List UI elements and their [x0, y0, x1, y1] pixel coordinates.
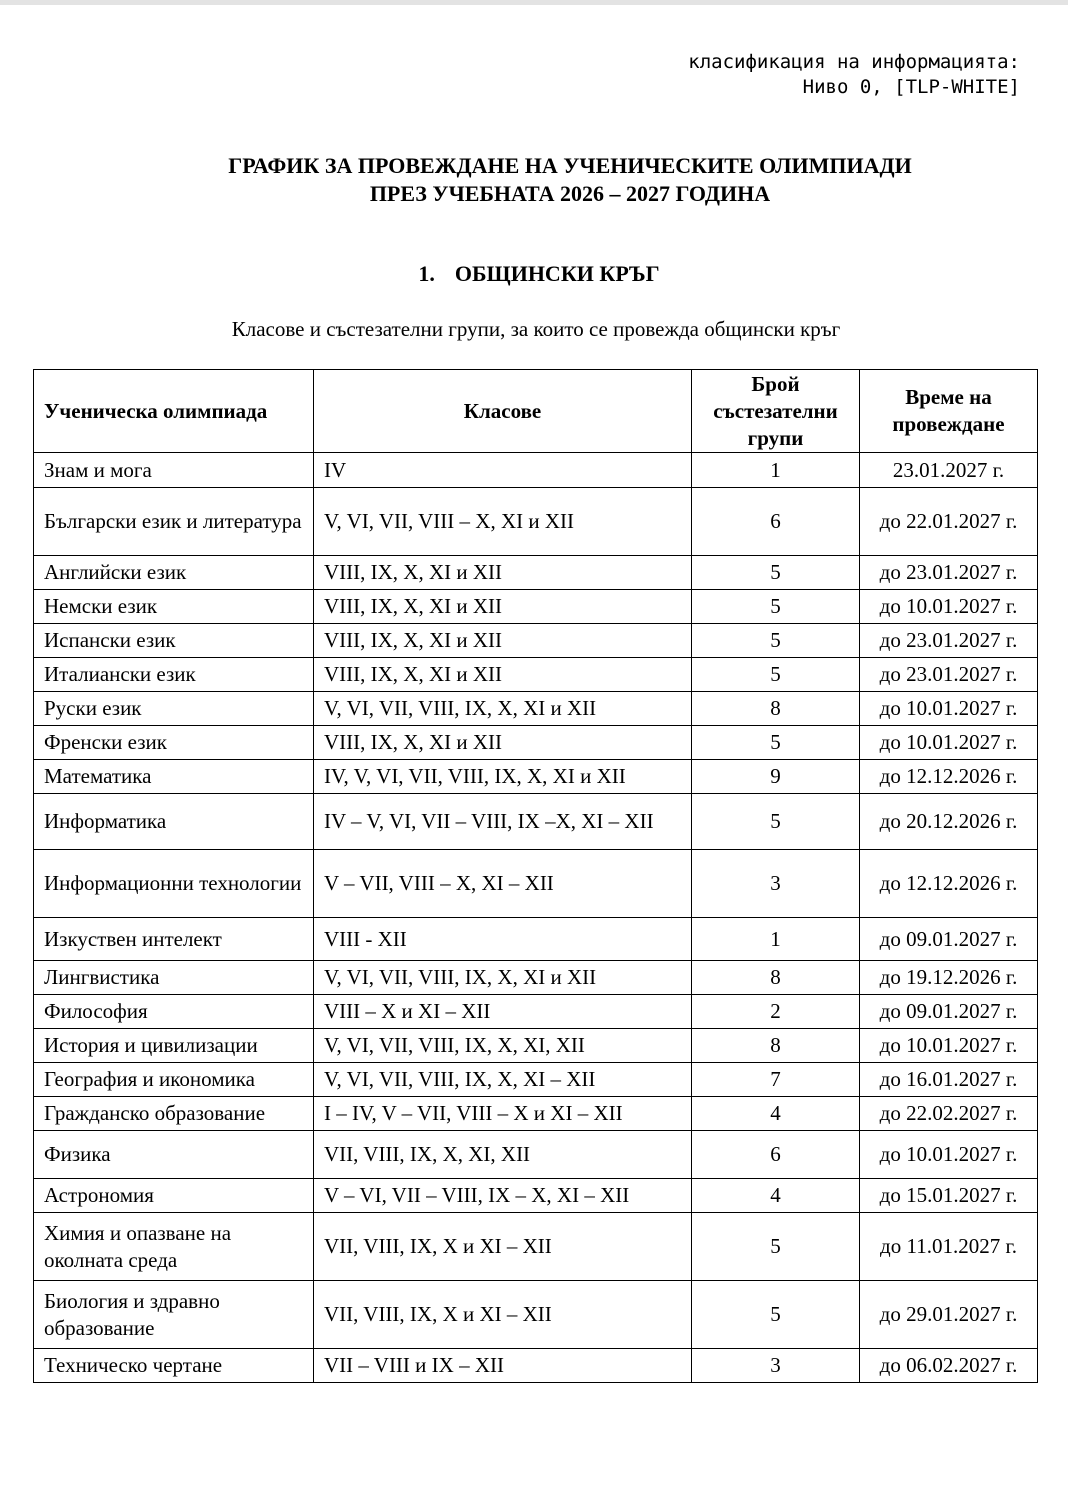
table-row	[34, 995, 1038, 1029]
olympiad-schedule-table	[33, 369, 1038, 1383]
table-row	[34, 1131, 1038, 1179]
cell-groups: 2	[692, 995, 860, 1029]
cell-olympiad: Руски език	[34, 692, 314, 726]
cell-date: до 09.01.2027 г.	[860, 918, 1038, 961]
section-subtitle: Класове и състезателни групи, за които се провежда общински кръг	[231, 317, 841, 341]
cell-groups: 5	[692, 1281, 860, 1349]
cell-olympiad: Знам и мога	[34, 453, 314, 488]
cell-grades: IV	[314, 453, 692, 488]
table-row	[34, 453, 1038, 488]
header-date: Време на провеждане	[860, 370, 1038, 453]
table-row	[34, 1349, 1038, 1383]
cell-date: до 29.01.2027 г.	[860, 1281, 1038, 1349]
cell-date: до 10.01.2027 г.	[860, 590, 1038, 624]
top-divider	[0, 0, 1068, 5]
title-line-2: ПРЕЗ УЧЕБНАТА 2026 – 2027 ГОДИНА	[369, 181, 771, 206]
cell-grades: V, VI, VII, VIII, IX, X, XI, XII	[314, 1029, 692, 1063]
section-number: 1.	[418, 261, 435, 286]
cell-grades: V – VII, VIII – X, XI – XII	[314, 850, 692, 918]
cell-groups: 6	[692, 1131, 860, 1179]
classification-line-1: класификация на информацията:	[688, 51, 1020, 73]
cell-olympiad: Изкуствен интелект	[34, 918, 314, 961]
cell-groups: 3	[692, 850, 860, 918]
cell-olympiad: Биология и здравно образование	[34, 1281, 314, 1349]
header-olympiad: Ученическа олимпиада	[34, 370, 314, 453]
cell-olympiad: Математика	[34, 760, 314, 794]
cell-olympiad: Английски език	[34, 556, 314, 590]
cell-olympiad: Испански език	[34, 624, 314, 658]
cell-grades: VIII, IX, X, XI и XII	[314, 556, 692, 590]
table-row	[34, 918, 1038, 961]
table-row	[34, 692, 1038, 726]
cell-groups: 5	[692, 590, 860, 624]
cell-olympiad: Информатика	[34, 794, 314, 850]
cell-olympiad: Техническо чертане	[34, 1349, 314, 1383]
cell-groups: 6	[692, 488, 860, 556]
cell-olympiad: Италиански език	[34, 658, 314, 692]
cell-date: до 23.01.2027 г.	[860, 556, 1038, 590]
cell-date: до 16.01.2027 г.	[860, 1063, 1038, 1097]
table-row	[34, 658, 1038, 692]
cell-olympiad: Информационни технологии	[34, 850, 314, 918]
cell-date: до 22.02.2027 г.	[860, 1097, 1038, 1131]
table-row	[34, 488, 1038, 556]
cell-date: до 11.01.2027 г.	[860, 1213, 1038, 1281]
cell-olympiad: Физика	[34, 1131, 314, 1179]
cell-groups: 3	[692, 1349, 860, 1383]
cell-olympiad: Немски език	[34, 590, 314, 624]
section-title: ОБЩИНСКИ КРЪГ	[454, 261, 660, 286]
table-row	[34, 1213, 1038, 1281]
cell-olympiad: Химия и опазване на околната среда	[34, 1213, 314, 1281]
cell-grades: VIII, IX, X, XI и XII	[314, 658, 692, 692]
cell-groups: 5	[692, 556, 860, 590]
cell-grades: IV – V, VI, VII – VIII, IX –X, XI – XII	[314, 794, 692, 850]
cell-olympiad: Френски език	[34, 726, 314, 760]
classification-label	[688, 50, 1020, 100]
cell-date: до 10.01.2027 г.	[860, 692, 1038, 726]
cell-grades: VII, VIII, IX, X и XI – XII	[314, 1213, 692, 1281]
header-grades: Класове	[314, 370, 692, 453]
cell-date: до 12.12.2026 г.	[860, 760, 1038, 794]
cell-groups: 8	[692, 961, 860, 995]
cell-groups: 1	[692, 918, 860, 961]
cell-grades: VIII, IX, X, XI и XII	[314, 726, 692, 760]
cell-groups: 4	[692, 1179, 860, 1213]
table-row	[34, 590, 1038, 624]
cell-date: 23.01.2027 г.	[860, 453, 1038, 488]
classification-line-2: Ниво 0, [TLP-WHITE]	[802, 76, 1020, 98]
cell-date: до 20.12.2026 г.	[860, 794, 1038, 850]
cell-groups: 9	[692, 760, 860, 794]
cell-groups: 5	[692, 1213, 860, 1281]
cell-date: до 15.01.2027 г.	[860, 1179, 1038, 1213]
cell-date: до 10.01.2027 г.	[860, 1029, 1038, 1063]
cell-olympiad: Астрономия	[34, 1179, 314, 1213]
document-title	[0, 152, 1068, 208]
cell-grades: I – IV, V – VII, VIII – X и XI – XII	[314, 1097, 692, 1131]
cell-grades: VII, VIII, IX, X и XI – XII	[314, 1281, 692, 1349]
cell-grades: V, VI, VII, VIII, IX, X, XI и XII	[314, 692, 692, 726]
table-row	[34, 624, 1038, 658]
section-heading	[0, 261, 1068, 287]
cell-olympiad: География и икономика	[34, 1063, 314, 1097]
cell-groups: 8	[692, 1029, 860, 1063]
cell-date: до 12.12.2026 г.	[860, 850, 1038, 918]
header-groups: Брой състезателни групи	[692, 370, 860, 453]
cell-grades: VIII – X и XI – XII	[314, 995, 692, 1029]
cell-grades: V, VI, VII, VIII, IX, X, XI – XII	[314, 1063, 692, 1097]
cell-grades: V – VI, VII – VIII, IX – X, XI – XII	[314, 1179, 692, 1213]
cell-grades: VIII - XII	[314, 918, 692, 961]
table-row	[34, 1281, 1038, 1349]
table-header-row	[34, 370, 1038, 453]
cell-groups: 7	[692, 1063, 860, 1097]
table-row	[34, 1097, 1038, 1131]
cell-date: до 23.01.2027 г.	[860, 624, 1038, 658]
cell-olympiad: Гражданско образование	[34, 1097, 314, 1131]
cell-date: до 19.12.2026 г.	[860, 961, 1038, 995]
cell-grades: IV, V, VI, VII, VIII, IX, X, XI и XII	[314, 760, 692, 794]
cell-date: до 10.01.2027 г.	[860, 726, 1038, 760]
cell-grades: VII, VIII, IX, X, XI, XII	[314, 1131, 692, 1179]
cell-grades: VIII, IX, X, XI и XII	[314, 624, 692, 658]
cell-groups: 5	[692, 726, 860, 760]
cell-grades: V, VI, VII, VIII – X, XI и XII	[314, 488, 692, 556]
table-row	[34, 726, 1038, 760]
cell-groups: 4	[692, 1097, 860, 1131]
table-row	[34, 794, 1038, 850]
cell-groups: 1	[692, 453, 860, 488]
table-row	[34, 1029, 1038, 1063]
cell-olympiad: Български език и литература	[34, 488, 314, 556]
cell-groups: 5	[692, 658, 860, 692]
table-row	[34, 1179, 1038, 1213]
cell-date: до 22.01.2027 г.	[860, 488, 1038, 556]
cell-olympiad: Философия	[34, 995, 314, 1029]
table-row	[34, 850, 1038, 918]
cell-date: до 06.02.2027 г.	[860, 1349, 1038, 1383]
cell-date: до 10.01.2027 г.	[860, 1131, 1038, 1179]
cell-grades: VIII, IX, X, XI и XII	[314, 590, 692, 624]
cell-date: до 23.01.2027 г.	[860, 658, 1038, 692]
cell-groups: 8	[692, 692, 860, 726]
table-row	[34, 556, 1038, 590]
cell-grades: VII – VIII и IX – XII	[314, 1349, 692, 1383]
cell-olympiad: Лингвистика	[34, 961, 314, 995]
cell-olympiad: История и цивилизации	[34, 1029, 314, 1063]
title-line-1: ГРАФИК ЗА ПРОВЕЖДАНЕ НА УЧЕНИЧЕСКИТЕ ОЛИМПИАДИ	[228, 153, 912, 178]
table-row	[34, 1063, 1038, 1097]
cell-groups: 5	[692, 794, 860, 850]
cell-date: до 09.01.2027 г.	[860, 995, 1038, 1029]
table-row	[34, 961, 1038, 995]
cell-groups: 5	[692, 624, 860, 658]
table-row	[34, 760, 1038, 794]
cell-grades: V, VI, VII, VIII, IX, X, XI и XII	[314, 961, 692, 995]
